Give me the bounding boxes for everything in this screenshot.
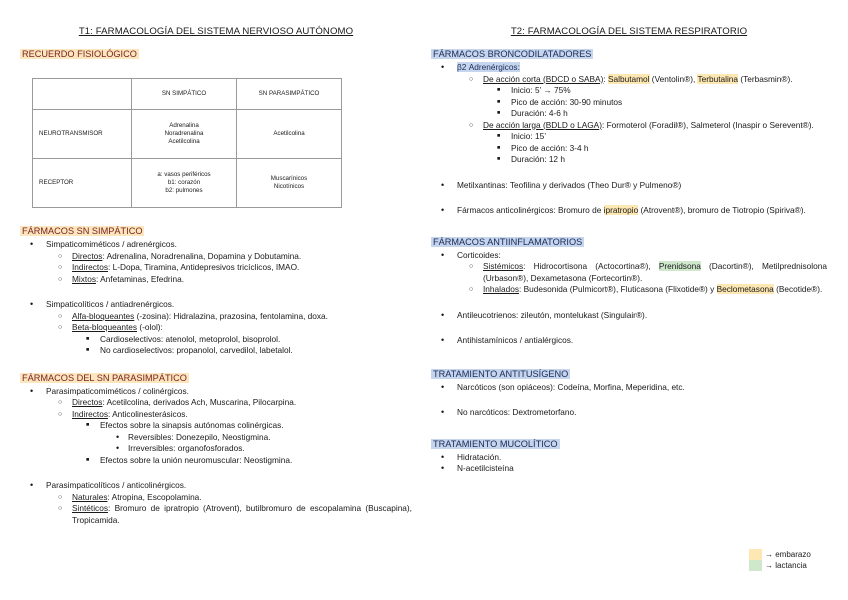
table-header-simpatico: SN SIMPÁTICO (132, 79, 237, 110)
label: Indirectos (72, 408, 108, 419)
cell-line: Noradrenalina (164, 130, 204, 137)
list-item (431, 62, 827, 74)
list-item (20, 251, 412, 263)
color-legend (749, 549, 811, 571)
table-header-parasimpatico: SN PARASIMPÁTICO (237, 79, 342, 110)
text: : Adrenalina, Noradrenalina, Dopamina y Dobutamina. (102, 250, 302, 261)
text: : Acetilcolina, derivados Ach, Muscarina, Pilocarpina. (102, 397, 297, 407)
list-item: • Narcóticos (son opiáceos): Codeína, Morfina, Meperidina, etc. (431, 382, 827, 394)
label: De acción corta (BDCD o SABA) (483, 73, 604, 84)
mucolitico-heading: TRATAMIENTO MUCOLÍTICO (433, 438, 558, 449)
list-item (20, 503, 412, 526)
label: Sistémicos (483, 261, 524, 271)
table-cell-nt-simp (132, 110, 237, 159)
list-item: • Simpaticomiméticos / adrenérgicos. (20, 239, 412, 251)
legend-row-embarazo (749, 549, 811, 560)
legend-swatch-embarazo (749, 549, 762, 560)
cell-line: Adrenalina (169, 122, 199, 129)
table-cell-rec-simp (132, 159, 237, 208)
physiology-table (32, 78, 342, 208)
list-item: • Reversibles: Donezepilo, Neostigmina. (20, 432, 412, 444)
text: (Terbasmin®). (738, 73, 793, 84)
cell-line: Muscarínicos (270, 175, 308, 182)
antiinflamatorios-heading: FÁRMACOS ANTIINFLAMATORIOS (433, 236, 583, 247)
legend-row-lactancia (749, 560, 811, 571)
label: Mixtos (72, 273, 96, 284)
broncodilatadores-heading: FÁRMACOS BRONCODILATADORES (433, 49, 592, 59)
list-item: ■ Pico de acción: 30-90 minutos (431, 97, 827, 109)
legend-label: → lactancia (765, 561, 807, 570)
list-item: ■ Efectos sobre la unión neuromuscular: Neostigmina. (20, 455, 412, 467)
text: : Formoterol (Foradil®), Salmeterol (Inaspir o Serevent®). (601, 119, 814, 130)
label: Beta-bloqueantes (72, 322, 138, 332)
table-row-neurotransmisor: NEUROTRANSMISOR (33, 110, 132, 159)
pregnancy-drug: ipratropio (603, 205, 639, 215)
left-title: T1: FARMACOLOGÍA DEL SISTEMA NERVIOSO AUTÓNOMO (78, 26, 354, 37)
antitusigeno-list (431, 382, 827, 419)
list-item: • N-acetilcisteína (431, 463, 827, 475)
table-corner (33, 79, 132, 110)
right-column (431, 26, 827, 475)
list-item (20, 492, 412, 504)
cell-line: Nicotínicos (273, 183, 305, 190)
label: Alfa-bloqueantes (72, 310, 135, 321)
cell-line: b2: pulmones (165, 187, 203, 194)
list-item: • Hidratación. (431, 452, 827, 464)
label: Naturales (72, 491, 108, 502)
list-item: • Antihistamínicos / antialérgicos. (431, 335, 827, 347)
list-item (431, 284, 827, 296)
list-item (431, 74, 827, 86)
text: β2 Adrenérgicos: (457, 62, 520, 72)
list-item (20, 409, 412, 421)
text: (Dacortin®), Metilprednisolona (Urbason®), Dexametasona (Fortecortin®). (483, 261, 827, 283)
left-column (20, 26, 412, 526)
list-item: • Parasimpaticomiméticos / colinérgicos. (20, 386, 412, 398)
cell-line: b1: corazón (167, 179, 201, 186)
list-item (20, 274, 412, 286)
text: (-zosina): Hidralazina, prazosina, fentolamina, doxa. (134, 310, 328, 321)
text: Fármacos anticolinérgicos: Bromuro de (457, 205, 604, 215)
list-item: ■ Inicio: 15’ (431, 131, 827, 143)
list-item: • Metilxantinas: Teofilina y derivados (Theo Dur® y Pulmeno®) (431, 180, 827, 192)
simpatico-list (20, 239, 412, 357)
list-item (20, 322, 412, 334)
list-item: ■ No cardioselectivos: propanolol, carvedilol, labetalol. (20, 345, 412, 357)
text: (Becotide®). (773, 284, 823, 294)
list-item (431, 205, 827, 217)
text: (-olol): (137, 322, 163, 332)
label: Sintéticos (72, 503, 108, 513)
pregnancy-drug: Beclometasona (716, 284, 774, 294)
table-row-receptor: RECEPTOR (33, 159, 132, 208)
lactation-drug: Prenidsona (658, 261, 701, 271)
label: Indirectos (72, 262, 108, 272)
text: : Anticolinesterásicos. (107, 408, 188, 419)
parasimpatico-heading: FÁRMACOS DEL SN PARASIMPÁTICO (22, 372, 187, 383)
list-item: ■ Efectos sobre la sinapsis autónomas colinérgicas. (20, 420, 412, 432)
list-item: ■ Pico de acción: 3-4 h (431, 143, 827, 155)
right-title: T2: FARMACOLOGÍA DEL SISTEMA RESPIRATORIO (510, 26, 748, 37)
list-item: • Simpaticolíticos / antiadrenérgicos. (20, 299, 412, 311)
text: : Anfetaminas, Efedrina. (95, 273, 185, 284)
legend-swatch-lactancia (749, 560, 762, 571)
list-item: • Parasimpaticolíticos / anticolinérgicos. (20, 480, 412, 492)
text: : Budesonida (Pulmicort®), Fluticasona (Flixotide®) y (518, 284, 717, 294)
mucolitico-list (431, 452, 827, 475)
text: : Atropina, Escopolamina. (107, 491, 202, 502)
list-item: ■ Duración: 4-6 h (431, 108, 827, 120)
list-item: • Corticoides: (431, 250, 827, 262)
list-item (431, 120, 827, 132)
text: (Atrovent®), bromuro de Tiotropio (Spiriva®). (638, 205, 806, 215)
list-item: • Irreversibles: organofosforados. (20, 443, 412, 455)
table-cell-nt-para: Acetilcolina (237, 110, 342, 159)
label: Directos (72, 397, 103, 407)
parasimpatico-list (20, 386, 412, 527)
list-item: ■ Cardioselectivos: atenolol, metoprolol, bisoprolol. (20, 334, 412, 346)
list-item (20, 311, 412, 323)
list-item: ■ Inicio: 5’ → 75% (431, 85, 827, 97)
text: : (603, 73, 608, 84)
label: Directos (72, 250, 103, 261)
antiinflamatorios-list (431, 250, 827, 347)
label: De acción larga (BDLD o LAGA) (483, 119, 602, 130)
list-item: ■ Duración: 12 h (431, 154, 827, 166)
antitusigeno-heading: TRATAMIENTO ANTITUSÍGENO (433, 368, 569, 379)
simpatico-heading: FÁRMACOS SN SIMPÁTICO (22, 226, 143, 236)
pregnancy-drug: Salbutamol (607, 73, 650, 84)
list-item: • Antileucotrienos: zileutón, montelukast (Singulair®). (431, 310, 827, 322)
pregnancy-drug: Terbutalina (697, 73, 739, 84)
text: (Ventolin®), (649, 73, 698, 84)
broncodilatadores-list (431, 62, 827, 217)
list-item (20, 397, 412, 409)
recuerdo-heading: RECUERDO FISIOLÓGICO (22, 49, 137, 59)
label: Inhalados (483, 284, 519, 294)
list-item: • No narcóticos: Dextrometorfano. (431, 407, 827, 419)
text: : Hidrocortisona (Actocortina®), (523, 261, 659, 271)
text: : Bromuro de ipratropio (Atrovent), butilbromuro de escopalamina (Buscapina), Tropicamida. (72, 503, 412, 525)
cell-line: Acetilcolina (168, 138, 200, 145)
list-item (431, 261, 827, 284)
cell-line: a: vasos periféricos (157, 171, 211, 178)
table-cell-rec-para (237, 159, 342, 208)
text: : L-Dopa, Tiramina, Antidepresivos tricíclicos, IMAO. (107, 262, 300, 272)
list-item (20, 262, 412, 274)
legend-label: → embarazo (765, 550, 811, 559)
